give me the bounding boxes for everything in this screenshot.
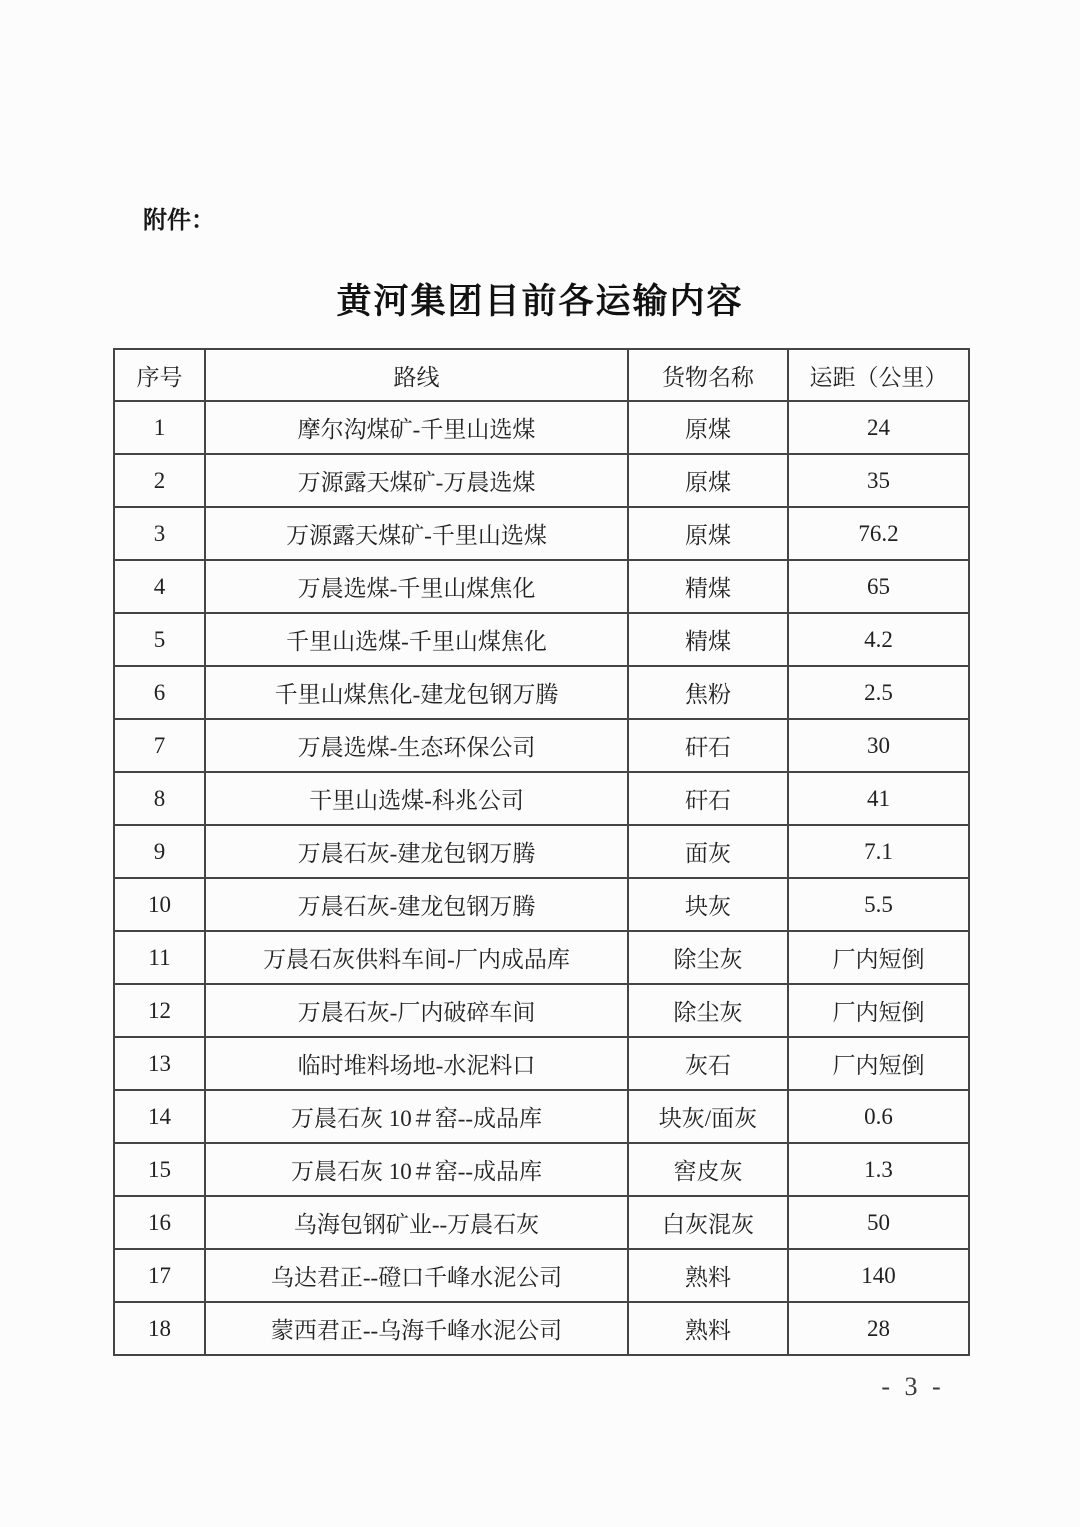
header-cargo: 货物名称 [628,349,788,401]
row-no: 4 [114,560,205,613]
row-no: 17 [114,1249,205,1302]
table-row [114,1302,969,1355]
row-cargo: 窖皮灰 [628,1143,788,1196]
row-no: 8 [114,772,205,825]
row-route: 万晨石灰供料车间-厂内成品库 [205,931,628,984]
row-cargo: 除尘灰 [628,984,788,1037]
table-row [114,878,969,931]
row-distance: 0.6 [788,1090,969,1143]
row-no: 3 [114,507,205,560]
row-route: 万晨石灰-建龙包钢万腾 [205,878,628,931]
row-no: 9 [114,825,205,878]
table-row [114,1249,969,1302]
row-distance: 50 [788,1196,969,1249]
row-route: 万源露天煤矿-千里山选煤 [205,507,628,560]
table-body [114,401,969,1355]
row-distance: 24 [788,401,969,454]
row-no: 1 [114,401,205,454]
row-distance: 厂内短倒 [788,931,969,984]
table-row [114,772,969,825]
table-row [114,825,969,878]
row-route: 乌达君正--磴口千峰水泥公司 [205,1249,628,1302]
row-route: 万晨选煤-千里山煤焦化 [205,560,628,613]
row-distance: 2.5 [788,666,969,719]
row-no: 6 [114,666,205,719]
table-row [114,1196,969,1249]
row-cargo: 除尘灰 [628,931,788,984]
row-no: 13 [114,1037,205,1090]
attachment-label: 附件： [143,207,215,234]
row-route: 万晨石灰 10＃窑--成品库 [205,1090,628,1143]
row-no: 18 [114,1302,205,1355]
table-row [114,931,969,984]
row-cargo: 焦粉 [628,666,788,719]
row-distance: 厂内短倒 [788,1037,969,1090]
row-route: 乌海包钢矿业--万晨石灰 [205,1196,628,1249]
header-distance: 运距（公里） [788,349,969,401]
row-route: 万源露天煤矿-万晨选煤 [205,454,628,507]
header-no: 序号 [114,349,205,401]
row-no: 5 [114,613,205,666]
row-route: 千里山煤焦化-建龙包钢万腾 [205,666,628,719]
table-row [114,719,969,772]
row-cargo: 原煤 [628,401,788,454]
row-cargo: 熟料 [628,1249,788,1302]
row-distance: 28 [788,1302,969,1355]
row-no: 15 [114,1143,205,1196]
row-no: 16 [114,1196,205,1249]
row-cargo: 精煤 [628,613,788,666]
row-no: 10 [114,878,205,931]
table-row [114,454,969,507]
table-row [114,1143,969,1196]
row-route: 万晨石灰 10＃窑--成品库 [205,1143,628,1196]
table-row [114,984,969,1037]
page-title: 黄河集团目前各运输内容 [336,282,744,321]
table-row [114,401,969,454]
header-route: 路线 [205,349,628,401]
row-cargo: 面灰 [628,825,788,878]
row-cargo: 块灰 [628,878,788,931]
row-cargo: 原煤 [628,507,788,560]
page-number: - 3 - [881,1372,945,1401]
row-cargo: 原煤 [628,454,788,507]
row-cargo: 块灰/面灰 [628,1090,788,1143]
row-no: 11 [114,931,205,984]
table-header [114,349,969,401]
row-route: 万晨选煤-生态环保公司 [205,719,628,772]
row-cargo: 灰石 [628,1037,788,1090]
row-cargo: 矸石 [628,719,788,772]
row-route: 临时堆料场地-水泥料口 [205,1037,628,1090]
row-distance: 30 [788,719,969,772]
row-distance: 35 [788,454,969,507]
transport-table [113,348,970,1356]
row-distance: 5.5 [788,878,969,931]
row-distance: 140 [788,1249,969,1302]
row-route: 干里山选煤-科兆公司 [205,772,628,825]
row-distance: 41 [788,772,969,825]
row-no: 7 [114,719,205,772]
table-row [114,1037,969,1090]
row-cargo: 精煤 [628,560,788,613]
row-distance: 7.1 [788,825,969,878]
table-row [114,560,969,613]
table-row [114,613,969,666]
row-route: 蒙西君正--乌海千峰水泥公司 [205,1302,628,1355]
row-route: 万晨石灰-建龙包钢万腾 [205,825,628,878]
row-distance: 4.2 [788,613,969,666]
row-route: 万晨石灰-厂内破碎车间 [205,984,628,1037]
row-no: 12 [114,984,205,1037]
row-distance: 厂内短倒 [788,984,969,1037]
row-cargo: 熟料 [628,1302,788,1355]
row-route: 摩尔沟煤矿-千里山选煤 [205,401,628,454]
row-distance: 65 [788,560,969,613]
row-cargo: 白灰混灰 [628,1196,788,1249]
table-row [114,507,969,560]
table-row [114,666,969,719]
table-row [114,1090,969,1143]
row-route: 千里山选煤-千里山煤焦化 [205,613,628,666]
row-distance: 76.2 [788,507,969,560]
header-row [114,349,969,401]
row-no: 14 [114,1090,205,1143]
row-cargo: 矸石 [628,772,788,825]
row-no: 2 [114,454,205,507]
row-distance: 1.3 [788,1143,969,1196]
